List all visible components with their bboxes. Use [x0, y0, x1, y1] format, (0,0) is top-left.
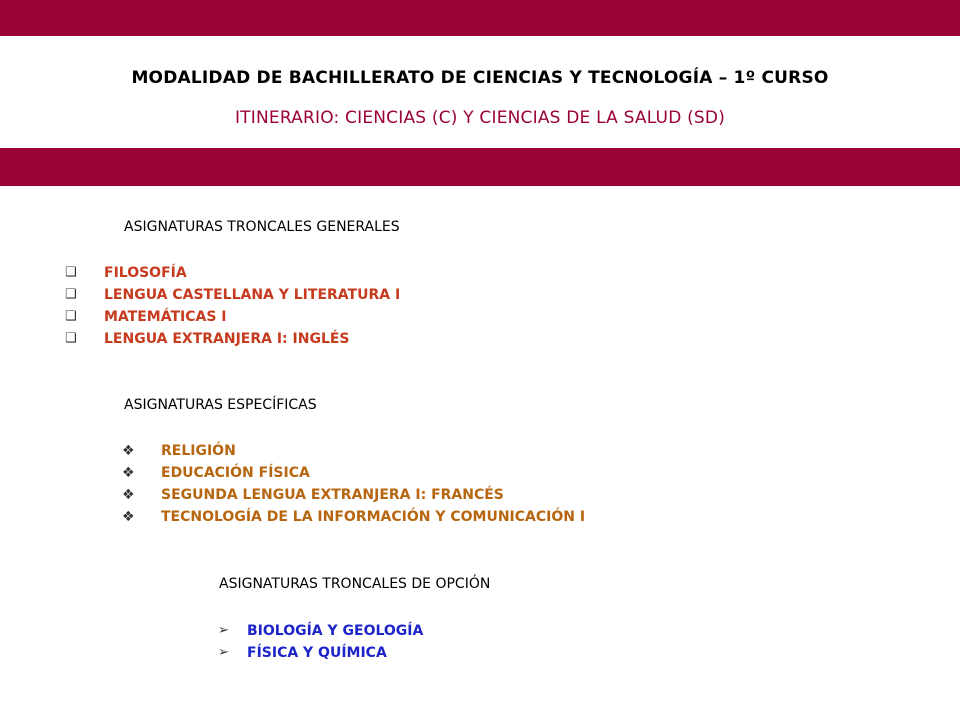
checkbox-square-icon: ❑ [65, 265, 77, 280]
list-item-label: LENGUA EXTRANJERA I: INGLÉS [104, 331, 350, 347]
list-item-label: TECNOLOGÍA DE LA INFORMACIÓN Y COMUNICACIÓN I [161, 509, 586, 525]
section-heading-troncales-opcion: ASIGNATURAS TRONCALES DE OPCIÓN [219, 576, 491, 592]
checkbox-square-icon: ❑ [65, 331, 77, 346]
diamond-four-point-icon: ❖ [122, 509, 135, 525]
list-item-label: SEGUNDA LENGUA EXTRANJERA I: FRANCÉS [161, 487, 504, 503]
page-subtitle: ITINERARIO: CIENCIAS (C) Y CIENCIAS DE LA SALUD (SD) [234, 108, 726, 128]
list-item-label: FÍSICA Y QUÍMICA [247, 645, 387, 661]
list-item-label: FILOSOFÍA [104, 265, 187, 281]
top-banner-band [0, 0, 960, 36]
checkbox-square-icon: ❑ [65, 309, 77, 324]
list-item-label: MATEMÁTICAS I [104, 309, 227, 325]
checkbox-square-icon: ❑ [65, 287, 77, 302]
list-item-label: EDUCACIÓN FÍSICA [161, 465, 310, 481]
list-item-label: BIOLOGÍA Y GEOLOGÍA [247, 623, 424, 639]
list-item-label: LENGUA CASTELLANA Y LITERATURA I [104, 287, 401, 303]
section-heading-troncales-generales: ASIGNATURAS TRONCALES GENERALES [124, 219, 400, 235]
diamond-four-point-icon: ❖ [122, 487, 135, 503]
section-heading-especificas: ASIGNATURAS ESPECÍFICAS [124, 397, 317, 413]
page-title: MODALIDAD DE BACHILLERATO DE CIENCIAS Y TECNOLOGÍA – 1º CURSO [131, 68, 829, 88]
arrowhead-right-icon: ➢ [218, 645, 229, 660]
divider-banner-band [0, 148, 960, 186]
diamond-four-point-icon: ❖ [122, 465, 135, 481]
diamond-four-point-icon: ❖ [122, 443, 135, 459]
arrowhead-right-icon: ➢ [218, 623, 229, 638]
list-item-label: RELIGIÓN [161, 443, 236, 459]
